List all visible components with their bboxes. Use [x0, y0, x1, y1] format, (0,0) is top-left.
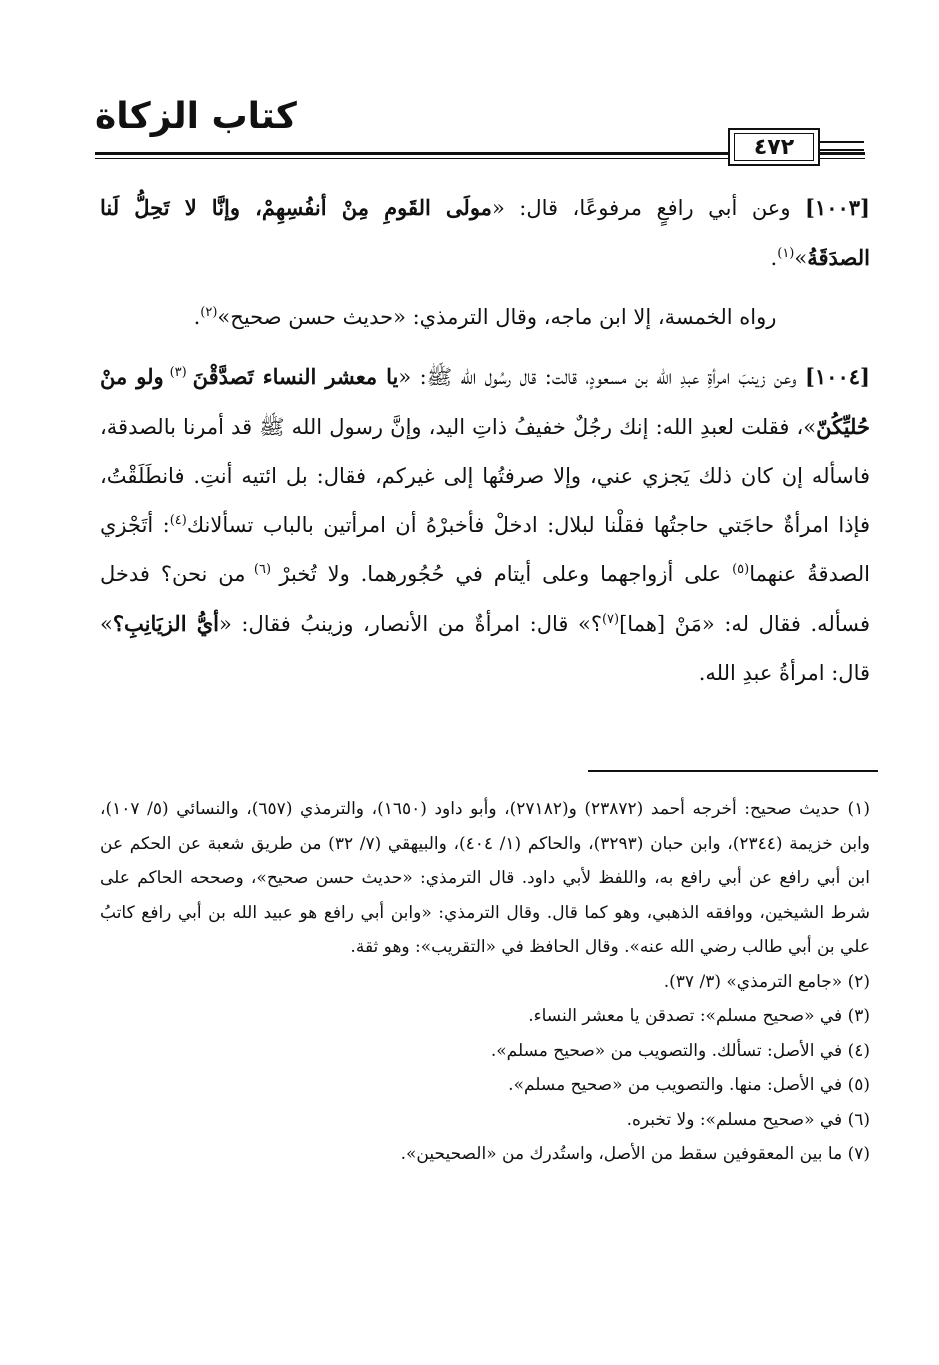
hadith-text: وعن أبي رافعٍ مرفوعًا، قال: «	[491, 196, 791, 220]
hadith-text: »	[794, 246, 808, 270]
hadith-number: [١٠٠٣]	[804, 195, 870, 220]
hadith-quote: ولو منْ حُليِّكُنّ	[100, 364, 870, 439]
footnote-ref: (٤)	[169, 513, 187, 528]
book-title: كتاب الزكاة	[95, 96, 297, 137]
footnote-ref: (٢)	[200, 305, 218, 320]
hadith-quote: مولَى القَومِ مِنْ أنفُسِهِمْ، وإنَّا لا تَحِلُّ لَنا الصدَقَةُ	[100, 195, 870, 270]
footnote-ref: (٣)	[163, 365, 193, 380]
hadith-quote: أيُّ الزيَانِبِ؟	[112, 611, 220, 636]
main-text	[100, 183, 870, 698]
riwaya-text: .	[193, 305, 201, 329]
page-number-box	[728, 128, 820, 166]
hadith-1003	[100, 183, 870, 283]
hadith-text: ؟» قال: امرأةٌ من الأنصار، وزينبُ فقال: «	[219, 612, 602, 636]
footnote-ref: (٧)	[601, 612, 620, 627]
footnote: (٧) ما بين المعقوفين سقط من الأصل، واستُدرك من «الصحيحين».	[400, 1144, 870, 1164]
hadith-1004	[100, 352, 870, 698]
footnote: (٣) في «صحيح مسلم»: تصدقن يا معشر النساء.	[528, 1006, 870, 1026]
footnote-separator	[588, 770, 878, 772]
footnote: (١) حديث صحيح: أخرجه أحمد (٢٣٨٧٢) و(٢٧١٨٢)، وأبو داود (١٦٥٠)، والترمذي (٦٥٧)، والنسائي (٥/ ١٠٧)، وابن خزيمة (٢٣٤٤)، وابن حبان (٣٢٩٣)، والحاكم (١/ ٤٠٤)، والبيهقي (٧/ ٣٢) من طريق شعبة عن الحكم عن ابن أبي رافع عن أبي رافع به، واللفظ لأبي داود. قال الترمذي: «حديث حسن صحيح»، وصححه الحاكم على شرط الشيخين، ووافقه الذهبي، وهو كما قال. وقال الترمذي: «وابن أبي رافع هو عبيد الله بن أبي رافع كاتبُ علي بن أبي طالب رضي الله عنه». وقال الحافظ في «التقريب»: وهو ثقة.	[100, 799, 871, 957]
hadith-text: على أزواجهما وعلى أيتام في حُجُورهما. ولا تُخبرْ	[279, 562, 733, 586]
riwaya-text: رواه الخمسة، إلا ابن ماجه، وقال الترمذي: «حديث حسن صحيح»	[217, 305, 777, 329]
page-number-ornament	[820, 141, 864, 157]
footnote: (٢) «جامع الترمذي» (٣/ ٣٧).	[663, 971, 870, 992]
hadith-text: »، فقلت لعبدِ الله: إنك رجُلٌ خفيفُ ذاتِ اليد، وإنَّ رسول الله ﷺ قد أمرنا بالصدقة، فاسأله إن كان ذلك يَجزي عني، وإلا صرفتُها إلى غيركم، فقال: بل ائتيه أنتِ. فانطَلَقْتُ، فإذا امرأةٌ حاجَتي حاجتُها فقلْنا لبلال: ادخلْ فأخبرْهُ أن امرأتين بالباب تسألانك	[100, 415, 870, 537]
footnote-ref: (٥)	[732, 562, 750, 577]
footnote: (٥) في الأصل: منها. والتصويب من «صحيح مسلم».	[508, 1075, 870, 1095]
hadith-quote: يا معشر النساء تَصدَّقْنَ	[192, 364, 399, 389]
footnote: (٦) في «صحيح مسلم»: ولا تخبره.	[626, 1109, 870, 1130]
footnote-ref: (٦)	[245, 562, 280, 577]
footnote-ref: (١)	[777, 246, 795, 261]
hadith-text: من نحن؟ فدخل فسأله. فقال له: «مَنْ [هما]	[100, 562, 870, 636]
footnote: (٤) في الأصل: تسألك. والتصويب من «صحيح مسلم».	[490, 1040, 870, 1061]
riwaya-note	[100, 293, 870, 342]
hadith-number: [١٠٠٤]	[804, 364, 870, 389]
hadith-text: » قال: امرأةُ عبدِ الله.	[100, 612, 870, 685]
hadith-text: .	[770, 246, 778, 270]
page-number: ٤٧٢	[734, 133, 814, 161]
footnotes	[100, 792, 870, 1172]
hadith-text: وعن زينبَ امرأةِ عبدِ الله بن مسعودٍ، قالت: قال رسُول الله ﷺ: «	[398, 365, 797, 389]
hadith-text: : أتَجْزي الصدقةُ عنهما	[100, 513, 870, 586]
